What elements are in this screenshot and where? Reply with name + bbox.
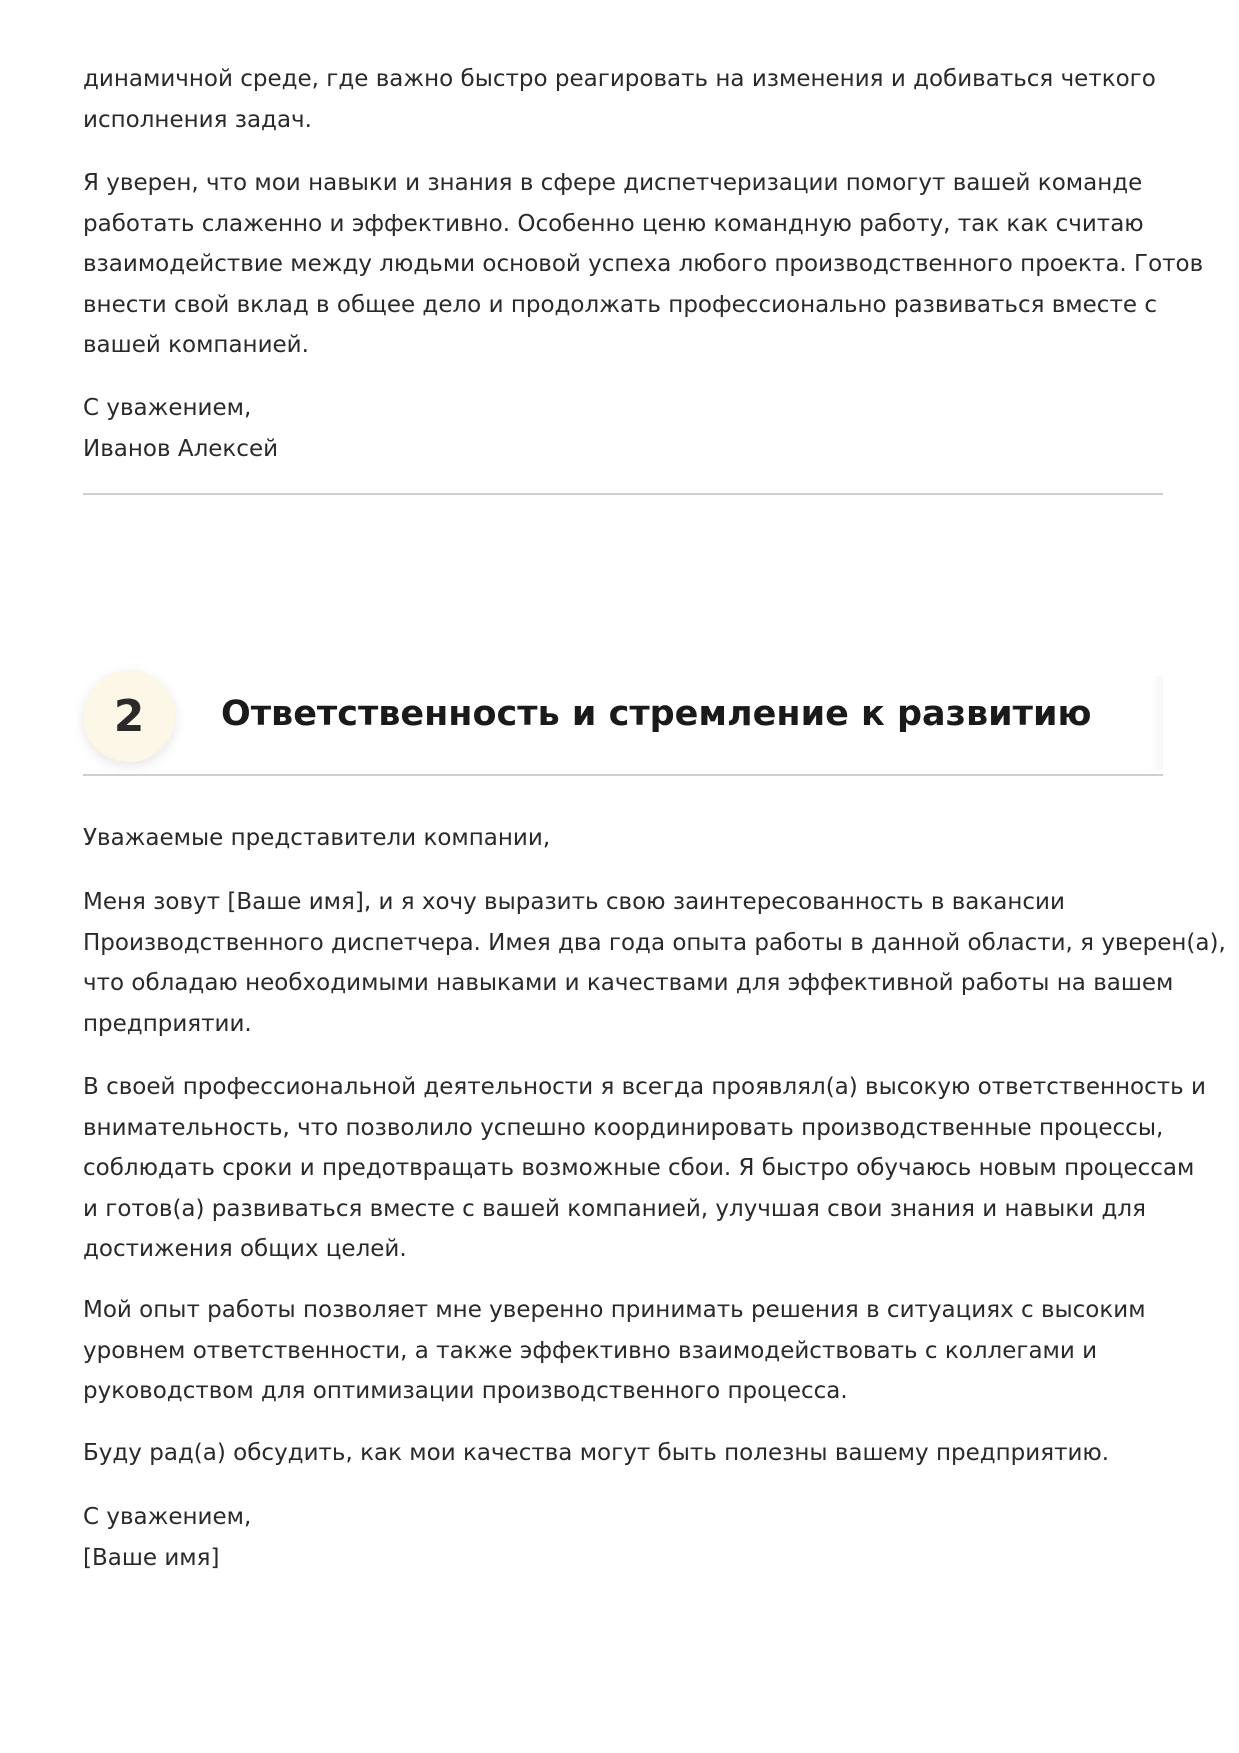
letter-2-paragraph-responsibility [83,1067,1206,1270]
signature: Иванов Алексей [83,435,279,462]
letter-2-paragraph-intro [83,882,1226,1044]
letter-2-greeting [83,818,550,859]
header-shade [1149,676,1163,770]
section-title: Ответственность и стремление к развитию [221,694,1092,734]
section-2-header [83,670,1163,778]
text-line: взаимодействие между людьми основой успеха любого производственного проекта. Готов [83,251,1204,277]
text-line: достижения общих целей. [83,1236,407,1262]
text-line: внести свой вклад в общее дело и продолжать профессионально развиваться вместе с [83,291,1157,318]
text-line: В своей профессиональной деятельности я всегда проявлял(а) высокую ответственность и [83,1074,1206,1100]
text-line: Я уверен, что мои навыки и знания в сфере диспетчеризации помогут вашей команде [83,170,1143,196]
text-line: вашей компанией. [83,332,309,358]
text-line: Меня зовут [Ваше имя], и я хочу выразить свою заинтересованность в вакансии [83,889,1065,915]
text-line: уровнем ответственности, а также эффективно взаимодействовать с коллегами и [83,1337,1098,1364]
text-line: Буду рад(а) обсудить, как мои качества могут быть полезны вашему предприятию. [83,1440,1110,1466]
text-line: исполнения задач. [83,106,312,133]
text-line: что обладаю необходимыми навыками и качествами для эффективной работы на вашем [83,970,1174,996]
text-line: и готов(а) развиваться вместе с вашей компанией, улучшая свои знания и навыки для [83,1195,1146,1222]
letter-1-paragraph-end [83,59,1156,140]
text-line: предприятии. [83,1010,252,1037]
letter-2-paragraph-final [83,1433,1109,1474]
letter-2-paragraph-experience [83,1290,1146,1412]
letter-2-signoff [83,1497,251,1578]
section-number-badge: 2 [83,670,175,762]
text-line: руководством для оптимизации производственного процесса. [83,1378,848,1404]
greeting: Уважаемые представители компании, [83,825,551,851]
text-line: соблюдать сроки и предотвращать возможные сбои. Я быстро обучаюсь новым процессам [83,1155,1195,1181]
closing: С уважением, [83,1504,252,1530]
signature: [Ваше имя] [83,1544,220,1571]
letter-1-paragraph-team [83,163,1203,366]
section-header-underline [83,774,1163,776]
text-line: Производственного диспетчера. Имея два года опыта работы в данной области, я уверен(а), [83,929,1226,956]
closing: С уважением, [83,395,252,421]
text-line: внимательность, что позволило успешно координировать производственные процессы, [83,1114,1164,1141]
letter-1-signoff [83,388,278,469]
section-divider [83,493,1163,495]
text-line: динамичной среде, где важно быстро реагировать на изменения и добиваться четкого [83,66,1156,92]
text-line: Мой опыт работы позволяет мне уверенно принимать решения в ситуациях с высоким [83,1297,1146,1323]
text-line: работать слаженно и эффективно. Особенно ценю командную работу, так как считаю [83,210,1144,237]
